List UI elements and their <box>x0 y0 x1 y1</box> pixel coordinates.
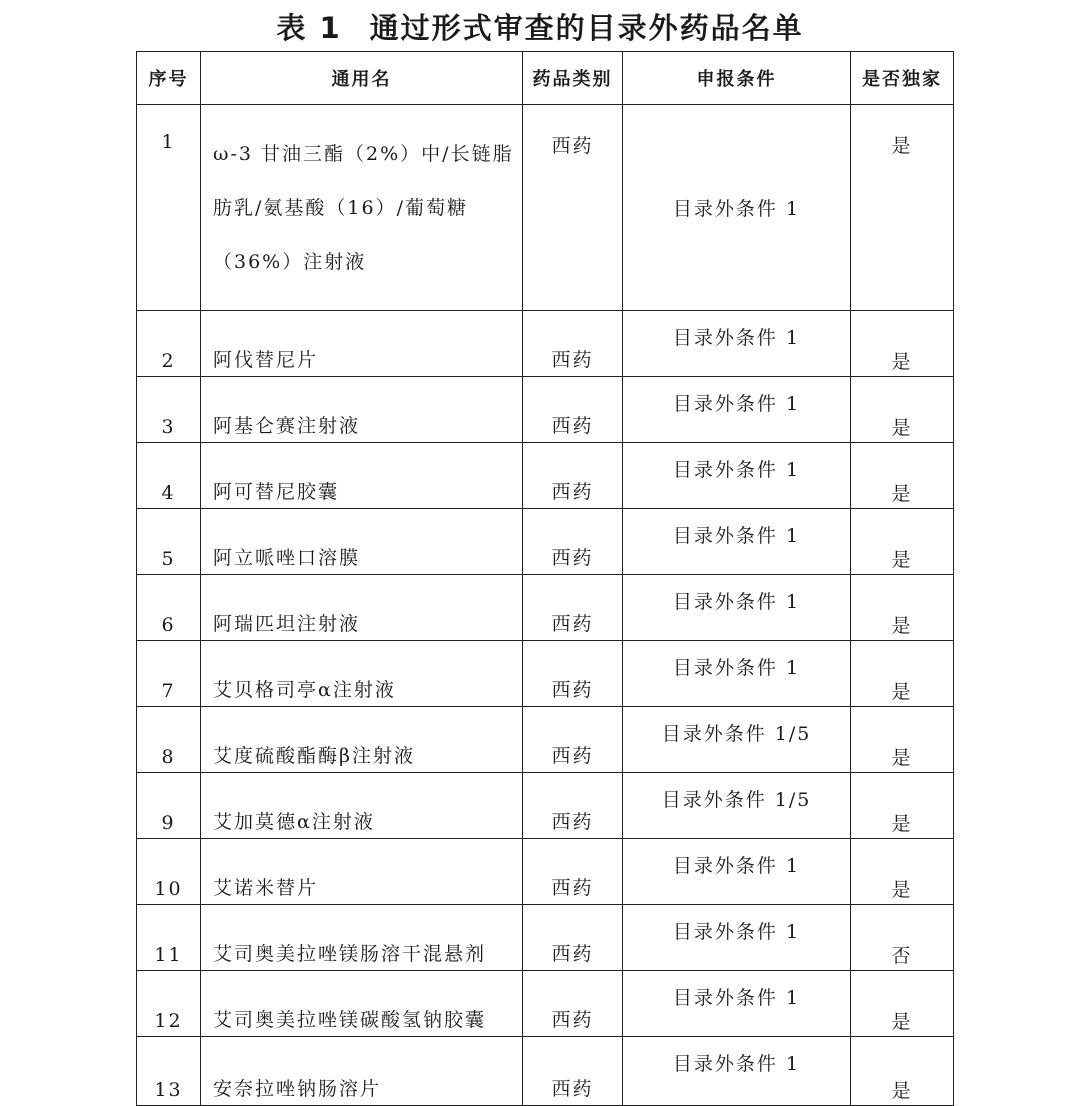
table-row <box>137 839 954 905</box>
cell-exclusive: 是 <box>851 773 954 839</box>
cell-no: 9 <box>137 773 201 839</box>
cell-exclusive: 是 <box>851 377 954 443</box>
cell-condition: 目录外条件 1 <box>623 443 851 509</box>
cell-exclusive: 是 <box>851 575 954 641</box>
cell-type: 西药 <box>523 773 623 839</box>
cell-name: 艾诺米替片 <box>201 839 523 905</box>
cell-name: 艾司奥美拉唑镁碳酸氢钠胶囊 <box>201 971 523 1037</box>
cell-exclusive: 是 <box>851 707 954 773</box>
cell-exclusive: 是 <box>851 839 954 905</box>
cell-type: 西药 <box>523 105 623 311</box>
cell-condition: 目录外条件 1 <box>623 905 851 971</box>
header-condition: 申报条件 <box>623 52 851 105</box>
table-header-row <box>137 52 954 105</box>
cell-no: 5 <box>137 509 201 575</box>
cell-name: 阿瑞匹坦注射液 <box>201 575 523 641</box>
cell-condition: 目录外条件 1 <box>623 575 851 641</box>
header-name: 通用名 <box>201 52 523 105</box>
cell-exclusive: 是 <box>851 443 954 509</box>
table-row <box>137 707 954 773</box>
cell-type: 西药 <box>523 839 623 905</box>
cell-no: 2 <box>137 311 201 377</box>
header-no: 序号 <box>137 52 201 105</box>
cell-type: 西药 <box>523 641 623 707</box>
cell-type: 西药 <box>523 311 623 377</box>
cell-name: 阿立哌唑口溶膜 <box>201 509 523 575</box>
cell-exclusive: 是 <box>851 971 954 1037</box>
cell-exclusive: 是 <box>851 641 954 707</box>
cell-exclusive: 是 <box>851 1037 954 1106</box>
cell-type: 西药 <box>523 1037 623 1106</box>
cell-exclusive: 是 <box>851 105 954 311</box>
cell-no: 11 <box>137 905 201 971</box>
cell-condition: 目录外条件 1/5 <box>623 773 851 839</box>
cell-condition: 目录外条件 1 <box>623 1037 851 1106</box>
cell-exclusive: 否 <box>851 905 954 971</box>
table-row <box>137 971 954 1037</box>
cell-condition: 目录外条件 1 <box>623 509 851 575</box>
cell-no: 8 <box>137 707 201 773</box>
cell-no: 13 <box>137 1037 201 1106</box>
cell-name: 阿可替尼胶囊 <box>201 443 523 509</box>
table-row <box>137 773 954 839</box>
cell-condition: 目录外条件 1 <box>623 839 851 905</box>
cell-type: 西药 <box>523 509 623 575</box>
table-row <box>137 443 954 509</box>
cell-no: 7 <box>137 641 201 707</box>
header-exclusive: 是否独家 <box>851 52 954 105</box>
table-row <box>137 575 954 641</box>
header-type: 药品类别 <box>523 52 623 105</box>
cell-name: 艾加莫德α注射液 <box>201 773 523 839</box>
cell-no: 4 <box>137 443 201 509</box>
cell-condition: 目录外条件 1 <box>623 377 851 443</box>
cell-type: 西药 <box>523 971 623 1037</box>
table-title <box>0 8 1080 48</box>
table-title-text: 通过形式审查的目录外药品名单 <box>369 11 804 45</box>
cell-name: 艾司奥美拉唑镁肠溶干混悬剂 <box>201 905 523 971</box>
table-row <box>137 105 954 311</box>
cell-name: 安奈拉唑钠肠溶片 <box>201 1037 523 1106</box>
cell-exclusive: 是 <box>851 509 954 575</box>
cell-condition: 目录外条件 1 <box>623 105 851 311</box>
table-row <box>137 1037 954 1106</box>
cell-type: 西药 <box>523 575 623 641</box>
cell-condition: 目录外条件 1 <box>623 311 851 377</box>
cell-name: 艾贝格司亭α注射液 <box>201 641 523 707</box>
cell-type: 西药 <box>523 443 623 509</box>
table-row <box>137 641 954 707</box>
cell-condition: 目录外条件 1 <box>623 641 851 707</box>
cell-exclusive: 是 <box>851 311 954 377</box>
cell-no: 1 <box>137 105 201 311</box>
cell-condition: 目录外条件 1/5 <box>623 707 851 773</box>
table-row <box>137 377 954 443</box>
cell-no: 12 <box>137 971 201 1037</box>
table-row <box>137 905 954 971</box>
table-row <box>137 311 954 377</box>
cell-no: 10 <box>137 839 201 905</box>
cell-name: 艾度硫酸酯酶β注射液 <box>201 707 523 773</box>
cell-condition: 目录外条件 1 <box>623 971 851 1037</box>
cell-name: 阿基仑赛注射液 <box>201 377 523 443</box>
cell-name: ω-3 甘油三酯（2%）中/长链脂肪乳/氨基酸（16）/葡萄糖（36%）注射液 <box>201 105 523 311</box>
cell-type: 西药 <box>523 377 623 443</box>
table-row <box>137 509 954 575</box>
cell-name: 阿伐替尼片 <box>201 311 523 377</box>
cell-type: 西药 <box>523 707 623 773</box>
cell-no: 6 <box>137 575 201 641</box>
cell-type: 西药 <box>523 905 623 971</box>
table-title-label: 表 1 <box>276 11 342 45</box>
cell-no: 3 <box>137 377 201 443</box>
drug-list-table <box>136 51 954 1106</box>
